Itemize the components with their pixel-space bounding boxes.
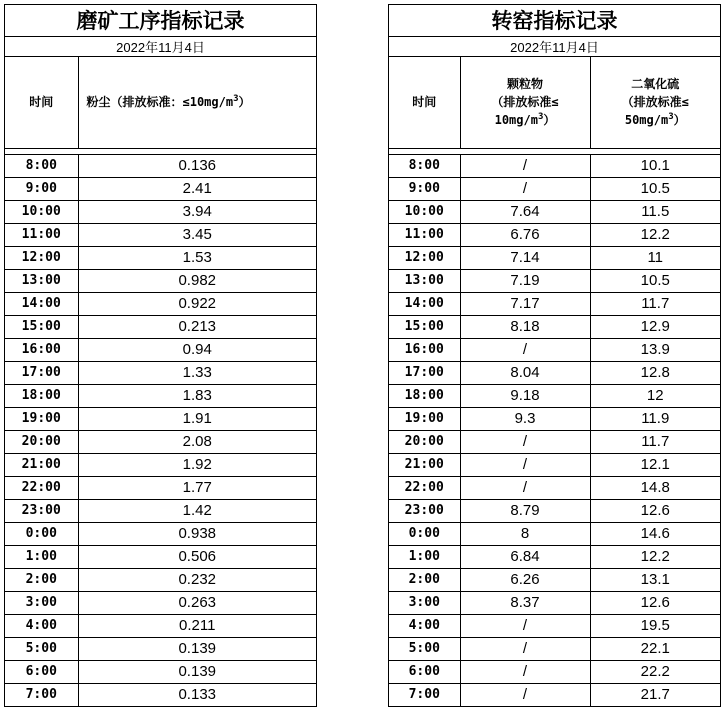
kiln-row [389, 246, 720, 269]
kiln-row [389, 292, 720, 315]
grinding-title: 磨矿工序指标记录 [5, 5, 316, 36]
grinding-value-cell: 0.938 [78, 522, 316, 545]
kiln-row [389, 591, 720, 614]
kiln-record-table [388, 4, 721, 707]
kiln-value-cell: / [460, 154, 590, 177]
grinding-value-cell: 2.08 [78, 430, 316, 453]
kiln-time-cell: 23:00 [389, 499, 460, 522]
kiln-value-cell: 11.9 [590, 407, 720, 430]
kiln-value-cell: / [460, 683, 590, 706]
kiln-time-cell: 11:00 [389, 223, 460, 246]
kiln-value-cell: / [460, 453, 590, 476]
kiln-value-cell: 7.17 [460, 292, 590, 315]
kiln-value-cell: 8.37 [460, 591, 590, 614]
kiln-time-cell: 15:00 [389, 315, 460, 338]
kiln-value-cell: 13.9 [590, 338, 720, 361]
kiln-time-cell: 17:00 [389, 361, 460, 384]
kiln-header-time: 时间 [389, 56, 460, 148]
grinding-time-cell: 17:00 [5, 361, 78, 384]
kiln-row [389, 384, 720, 407]
grinding-table [5, 5, 316, 706]
grinding-row [5, 177, 316, 200]
kiln-time-cell: 1:00 [389, 545, 460, 568]
grinding-value-cell: 0.506 [78, 545, 316, 568]
grinding-record-table [4, 4, 317, 707]
grinding-time-cell: 2:00 [5, 568, 78, 591]
grinding-row [5, 269, 316, 292]
grinding-row [5, 338, 316, 361]
grinding-value-cell: 0.136 [78, 154, 316, 177]
kiln-row [389, 660, 720, 683]
kiln-value-cell: / [460, 338, 590, 361]
grinding-row [5, 407, 316, 430]
grinding-time-cell: 21:00 [5, 453, 78, 476]
grinding-row [5, 200, 316, 223]
grinding-time-cell: 7:00 [5, 683, 78, 706]
kiln-date: 2022年11月4日 [389, 36, 720, 56]
grinding-row [5, 223, 316, 246]
grinding-time-cell: 10:00 [5, 200, 78, 223]
grinding-time-cell: 22:00 [5, 476, 78, 499]
kiln-value-cell: 9.3 [460, 407, 590, 430]
kiln-row [389, 476, 720, 499]
kiln-time-cell: 16:00 [389, 338, 460, 361]
kiln-time-cell: 19:00 [389, 407, 460, 430]
kiln-row [389, 499, 720, 522]
kiln-time-cell: 10:00 [389, 200, 460, 223]
grinding-value-cell: 1.33 [78, 361, 316, 384]
kiln-time-cell: 2:00 [389, 568, 460, 591]
kiln-row [389, 200, 720, 223]
kiln-row [389, 614, 720, 637]
kiln-value-cell: 10.5 [590, 177, 720, 200]
kiln-value-cell: 12.1 [590, 453, 720, 476]
grinding-row [5, 476, 316, 499]
grinding-time-cell: 18:00 [5, 384, 78, 407]
kiln-row [389, 177, 720, 200]
kiln-value-cell: 10.5 [590, 269, 720, 292]
kiln-row [389, 568, 720, 591]
grinding-row [5, 384, 316, 407]
kiln-value-cell: 8.79 [460, 499, 590, 522]
kiln-time-cell: 6:00 [389, 660, 460, 683]
kiln-time-cell: 18:00 [389, 384, 460, 407]
grinding-header-dust: 粉尘（排放标准：$\le 10mg/m^3$） [78, 56, 316, 148]
kiln-value-cell: 10.1 [590, 154, 720, 177]
grinding-row [5, 246, 316, 269]
grinding-time-cell: 14:00 [5, 292, 78, 315]
grinding-value-cell: 1.53 [78, 246, 316, 269]
grinding-value-cell: 1.83 [78, 384, 316, 407]
kiln-value-cell: 11.7 [590, 292, 720, 315]
grinding-row [5, 315, 316, 338]
kiln-time-cell: 4:00 [389, 614, 460, 637]
kiln-value-cell: 6.76 [460, 223, 590, 246]
grinding-time-cell: 12:00 [5, 246, 78, 269]
grinding-row [5, 430, 316, 453]
grinding-row [5, 660, 316, 683]
kiln-time-cell: 21:00 [389, 453, 460, 476]
grinding-time-cell: 4:00 [5, 614, 78, 637]
kiln-time-cell: 20:00 [389, 430, 460, 453]
kiln-value-cell: / [460, 476, 590, 499]
kiln-value-cell: 14.8 [590, 476, 720, 499]
kiln-row [389, 522, 720, 545]
kiln-value-cell: 19.5 [590, 614, 720, 637]
kiln-value-cell: / [460, 430, 590, 453]
kiln-value-cell: 22.2 [590, 660, 720, 683]
grinding-value-cell: 0.94 [78, 338, 316, 361]
kiln-value-cell: / [460, 614, 590, 637]
grinding-value-cell: 0.982 [78, 269, 316, 292]
kiln-time-cell: 12:00 [389, 246, 460, 269]
grinding-row [5, 522, 316, 545]
kiln-time-cell: 0:00 [389, 522, 460, 545]
grinding-row [5, 453, 316, 476]
grinding-row [5, 637, 316, 660]
grinding-time-cell: 13:00 [5, 269, 78, 292]
kiln-time-cell: 13:00 [389, 269, 460, 292]
grinding-value-cell: 0.263 [78, 591, 316, 614]
grinding-value-cell: 0.133 [78, 683, 316, 706]
kiln-value-cell: / [460, 637, 590, 660]
kiln-value-cell: 12.6 [590, 591, 720, 614]
kiln-row [389, 545, 720, 568]
grinding-row [5, 545, 316, 568]
kiln-value-cell: 11.7 [590, 430, 720, 453]
kiln-value-cell: 9.18 [460, 384, 590, 407]
kiln-header-so2: 二氧化硫 （排放标准≤ $50mg/m^3$） [590, 56, 720, 148]
grinding-row [5, 591, 316, 614]
kiln-value-cell: 12.6 [590, 499, 720, 522]
grinding-time-cell: 8:00 [5, 154, 78, 177]
kiln-value-cell: 12.8 [590, 361, 720, 384]
kiln-row [389, 154, 720, 177]
kiln-title: 转窑指标记录 [389, 5, 720, 36]
kiln-value-cell: 11.5 [590, 200, 720, 223]
grinding-value-cell: 1.42 [78, 499, 316, 522]
grinding-time-cell: 20:00 [5, 430, 78, 453]
grinding-time-cell: 11:00 [5, 223, 78, 246]
grinding-row [5, 614, 316, 637]
kiln-value-cell: 13.1 [590, 568, 720, 591]
kiln-row [389, 453, 720, 476]
kiln-row [389, 430, 720, 453]
kiln-row [389, 407, 720, 430]
kiln-value-cell: 6.26 [460, 568, 590, 591]
grinding-row [5, 568, 316, 591]
kiln-time-cell: 3:00 [389, 591, 460, 614]
grinding-row [5, 499, 316, 522]
kiln-value-cell: 8.18 [460, 315, 590, 338]
kiln-time-cell: 5:00 [389, 637, 460, 660]
kiln-row [389, 269, 720, 292]
grinding-time-cell: 19:00 [5, 407, 78, 430]
grinding-value-cell: 0.139 [78, 660, 316, 683]
grinding-value-cell: 1.92 [78, 453, 316, 476]
grinding-value-cell: 0.213 [78, 315, 316, 338]
grinding-time-cell: 5:00 [5, 637, 78, 660]
grinding-header-time: 时间 [5, 56, 78, 148]
grinding-time-cell: 6:00 [5, 660, 78, 683]
grinding-time-cell: 16:00 [5, 338, 78, 361]
kiln-table [389, 5, 720, 706]
kiln-value-cell: / [460, 660, 590, 683]
grinding-date: 2022年11月4日 [5, 36, 316, 56]
kiln-value-cell: 8.04 [460, 361, 590, 384]
kiln-value-cell: 12.2 [590, 545, 720, 568]
kiln-row [389, 315, 720, 338]
kiln-value-cell: 8 [460, 522, 590, 545]
grinding-row [5, 292, 316, 315]
grinding-time-cell: 0:00 [5, 522, 78, 545]
kiln-time-cell: 9:00 [389, 177, 460, 200]
kiln-value-cell: 7.14 [460, 246, 590, 269]
kiln-time-cell: 22:00 [389, 476, 460, 499]
kiln-time-cell: 7:00 [389, 683, 460, 706]
grinding-value-cell: 1.77 [78, 476, 316, 499]
kiln-value-cell: 21.7 [590, 683, 720, 706]
kiln-row [389, 338, 720, 361]
kiln-time-cell: 14:00 [389, 292, 460, 315]
kiln-value-cell: 6.84 [460, 545, 590, 568]
kiln-row [389, 637, 720, 660]
grinding-value-cell: 2.41 [78, 177, 316, 200]
kiln-value-cell: 12.9 [590, 315, 720, 338]
grinding-time-cell: 23:00 [5, 499, 78, 522]
grinding-value-cell: 3.94 [78, 200, 316, 223]
kiln-value-cell: / [460, 177, 590, 200]
grinding-value-cell: 0.139 [78, 637, 316, 660]
grinding-time-cell: 15:00 [5, 315, 78, 338]
grinding-time-cell: 3:00 [5, 591, 78, 614]
kiln-row [389, 361, 720, 384]
kiln-value-cell: 12.2 [590, 223, 720, 246]
grinding-value-cell: 0.922 [78, 292, 316, 315]
kiln-value-cell: 7.64 [460, 200, 590, 223]
grinding-value-cell: 3.45 [78, 223, 316, 246]
grinding-value-cell: 0.232 [78, 568, 316, 591]
kiln-value-cell: 7.19 [460, 269, 590, 292]
grinding-row [5, 361, 316, 384]
grinding-value-cell: 0.211 [78, 614, 316, 637]
kiln-value-cell: 14.6 [590, 522, 720, 545]
grinding-time-cell: 1:00 [5, 545, 78, 568]
kiln-value-cell: 22.1 [590, 637, 720, 660]
kiln-value-cell: 12 [590, 384, 720, 407]
grinding-row [5, 154, 316, 177]
kiln-row [389, 223, 720, 246]
grinding-time-cell: 9:00 [5, 177, 78, 200]
grinding-value-cell: 1.91 [78, 407, 316, 430]
kiln-value-cell: 11 [590, 246, 720, 269]
kiln-header-particulate: 颗粒物 （排放标准≤ $10mg/m^3$） [460, 56, 590, 148]
kiln-time-cell: 8:00 [389, 154, 460, 177]
